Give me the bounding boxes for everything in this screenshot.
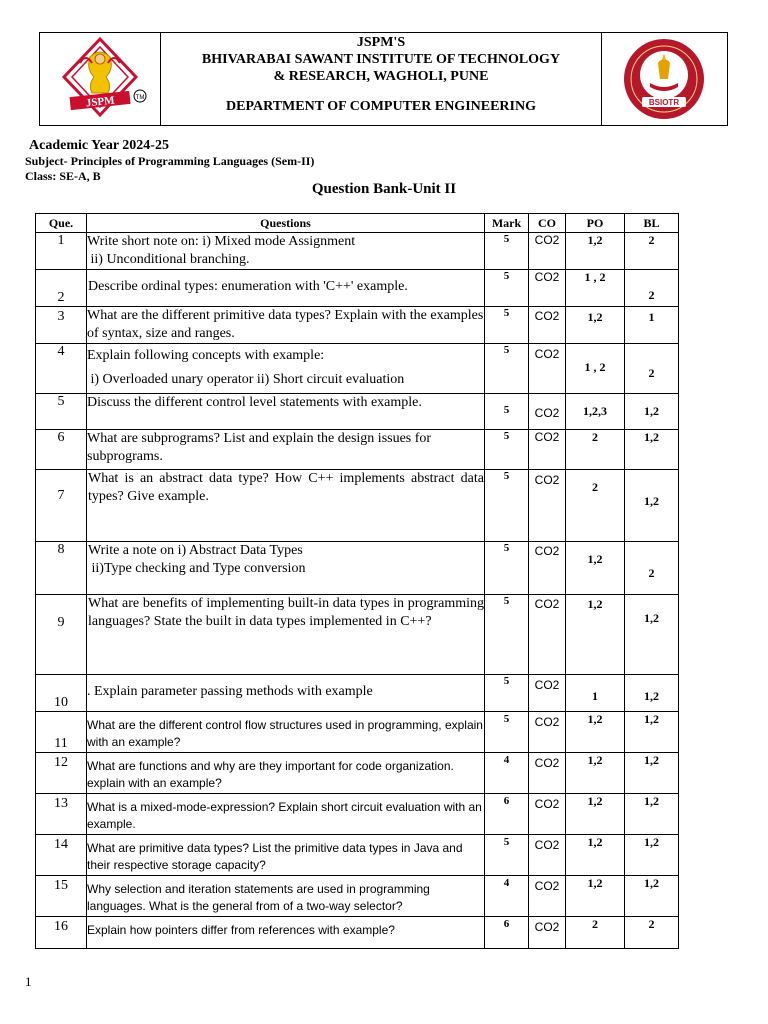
question-mark: 5 (485, 307, 529, 344)
header-left-cell (40, 33, 161, 125)
table-row (36, 917, 679, 949)
question-po: 1,2 (566, 835, 625, 876)
question-number: 1 (36, 233, 87, 270)
svg-text:BSIOTR: BSIOTR (648, 98, 680, 107)
institute-location: & RESEARCH, WAGHOLI, PUNE (273, 69, 489, 84)
question-po: 2 (566, 917, 625, 949)
question-bl: 2 (625, 344, 679, 394)
question-mark: 5 (485, 270, 529, 307)
question-text: Write short note on: i) Mixed mode Assignment ii) Unconditional branching. (87, 233, 485, 270)
class-line: Class: SE-A, B (25, 169, 101, 183)
question-co: CO2 (529, 344, 566, 394)
table-header-row (36, 214, 679, 233)
institute-name: BHIVARABAI SAWANT INSTITUTE OF TECHNOLOGY (201, 52, 561, 67)
question-co: CO2 (529, 917, 566, 949)
question-text: Why selection and iteration statements are used in programming languages. What is the general from of a two-way selector? (87, 876, 485, 917)
question-bl: 1,2 (625, 753, 679, 794)
question-mark: 5 (485, 675, 529, 712)
question-mark: 5 (485, 344, 529, 394)
question-bl: 2 (625, 233, 679, 270)
question-number: 5 (36, 394, 87, 430)
question-po: 1,2,3 (566, 394, 625, 430)
question-po: 1,2 (566, 712, 625, 753)
question-bl: 1 (625, 307, 679, 344)
svg-text:JSPM's: JSPM's (653, 92, 675, 98)
table-row (36, 712, 679, 753)
question-bank-title: Question Bank-Unit II (311, 181, 457, 197)
question-text: What are primitive data types? List the primitive data types in Java and their respective storage capacity? (87, 835, 485, 876)
header-center (160, 33, 602, 125)
table-row (36, 270, 679, 307)
question-number: 6 (36, 430, 87, 470)
question-text: . Explain parameter passing methods with example (87, 675, 485, 712)
question-mark: 5 (485, 542, 529, 595)
question-co: CO2 (529, 270, 566, 307)
question-number: 8 (36, 542, 87, 595)
question-bl: 1,2 (625, 794, 679, 835)
question-mark: 4 (485, 876, 529, 917)
col-header-mark: Mark (485, 214, 529, 233)
jspm-logo-icon (40, 33, 160, 125)
question-co: CO2 (529, 595, 566, 675)
question-number: 9 (36, 595, 87, 675)
question-co: CO2 (529, 835, 566, 876)
header-right-cell (601, 33, 727, 125)
question-table (35, 213, 679, 949)
question-co: CO2 (529, 542, 566, 595)
question-number: 15 (36, 876, 87, 917)
bsiotr-seal-icon (602, 33, 727, 125)
question-po: 1 (566, 675, 625, 712)
question-number: 13 (36, 794, 87, 835)
question-mark: 4 (485, 753, 529, 794)
table-row (36, 794, 679, 835)
question-po: 2 (566, 470, 625, 542)
question-bl: 1,2 (625, 712, 679, 753)
table-row (36, 344, 679, 394)
question-co: CO2 (529, 430, 566, 470)
question-co: CO2 (529, 753, 566, 794)
question-po: 1,2 (566, 233, 625, 270)
question-po: 1,2 (566, 595, 625, 675)
col-header-bl: BL (625, 214, 679, 233)
table-row (36, 835, 679, 876)
question-bl: 1,2 (625, 470, 679, 542)
question-mark: 5 (485, 835, 529, 876)
table-row (36, 233, 679, 270)
question-bl: 2 (625, 270, 679, 307)
svg-text:JSPM: JSPM (85, 94, 116, 110)
question-co: CO2 (529, 394, 566, 430)
table-row (36, 307, 679, 344)
question-co: CO2 (529, 307, 566, 344)
question-text: What are benefits of implementing built-in data types in programming languages? State the built in data types implemented in C++? (87, 595, 485, 675)
table-row (36, 542, 679, 595)
question-co: CO2 (529, 794, 566, 835)
question-co: CO2 (529, 876, 566, 917)
table-row (36, 675, 679, 712)
question-number: 16 (36, 917, 87, 949)
question-bl: 1,2 (625, 430, 679, 470)
question-bl: 1,2 (625, 394, 679, 430)
question-mark: 5 (485, 470, 529, 542)
question-mark: 6 (485, 917, 529, 949)
question-co: CO2 (529, 470, 566, 542)
question-text: Write a note on i) Abstract Data Types ii)Type checking and Type conversion (87, 542, 485, 595)
question-co: CO2 (529, 233, 566, 270)
table-row (36, 876, 679, 917)
question-text: What are the different primitive data types? Explain with the examples of syntax, size and ranges. (87, 307, 485, 344)
question-number: 10 (36, 675, 87, 712)
question-po: 1,2 (566, 876, 625, 917)
question-bl: 1,2 (625, 595, 679, 675)
question-bl: 2 (625, 917, 679, 949)
question-po: 1 , 2 (566, 344, 625, 394)
question-po: 1,2 (566, 753, 625, 794)
question-text: What are the different control flow structures used in programming, explain with an example? (87, 712, 485, 753)
question-bl: 1,2 (625, 835, 679, 876)
col-header-questions: Questions (87, 214, 485, 233)
question-number: 4 (36, 344, 87, 394)
question-text: What is a mixed-mode-expression? Explain short circuit evaluation with an example. (87, 794, 485, 835)
question-po: 1,2 (566, 794, 625, 835)
question-text: What are subprograms? List and explain the design issues for subprograms. (87, 430, 485, 470)
col-header-co: CO (529, 214, 566, 233)
question-mark: 5 (485, 712, 529, 753)
department-name: DEPARTMENT OF COMPUTER ENGINEERING (226, 99, 536, 114)
question-bl: 1,2 (625, 675, 679, 712)
question-text: Explain following concepts with example: i) Overloaded unary operator ii) Short circuit evaluation (87, 344, 485, 394)
question-po: 1,2 (566, 307, 625, 344)
col-header-que: Que. (36, 214, 87, 233)
question-bl: 2 (625, 542, 679, 595)
table-row (36, 595, 679, 675)
question-co: CO2 (529, 712, 566, 753)
question-po: 1,2 (566, 542, 625, 595)
question-number: 11 (36, 712, 87, 753)
question-number: 2 (36, 270, 87, 307)
question-bl: 1,2 (625, 876, 679, 917)
page-number: 1 (25, 974, 32, 989)
question-number: 3 (36, 307, 87, 344)
question-text: Discuss the different control level statements with example. (87, 394, 485, 430)
col-header-po: PO (566, 214, 625, 233)
table-row (36, 470, 679, 542)
question-po: 2 (566, 430, 625, 470)
table-row (36, 394, 679, 430)
question-number: 12 (36, 753, 87, 794)
header-box (39, 32, 728, 126)
table-row (36, 430, 679, 470)
table-row (36, 753, 679, 794)
question-mark: 6 (485, 794, 529, 835)
question-text: Describe ordinal types: enumeration with 'C++' example. (87, 270, 485, 307)
question-text: What is an abstract data type? How C++ implements abstract data types? Give example. (87, 470, 485, 542)
academic-year: Academic Year 2024-25 (29, 138, 169, 153)
question-mark: 5 (485, 595, 529, 675)
question-text: What are functions and why are they important for code organization. explain with an example? (87, 753, 485, 794)
question-number: 7 (36, 470, 87, 542)
question-po: 1 , 2 (566, 270, 625, 307)
question-mark: 5 (485, 233, 529, 270)
svg-text:TM: TM (135, 95, 145, 101)
org-name: JSPM'S (356, 35, 406, 50)
question-text: Explain how pointers differ from references with example? (87, 917, 485, 949)
question-mark: 5 (485, 394, 529, 430)
subject-line: Subject- Principles of Programming Languages (Sem-II) (25, 154, 315, 168)
question-co: CO2 (529, 675, 566, 712)
question-number: 14 (36, 835, 87, 876)
question-mark: 5 (485, 430, 529, 470)
